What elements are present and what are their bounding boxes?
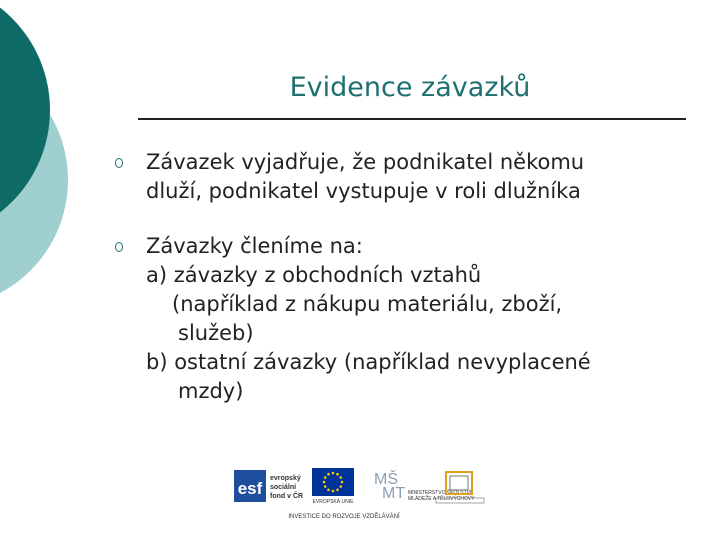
esf-text-line: fond v ČR bbox=[270, 493, 304, 500]
eu-star-icon bbox=[332, 490, 335, 493]
eu-star-icon bbox=[336, 473, 339, 476]
eu-star-icon bbox=[327, 488, 330, 491]
title-underline bbox=[138, 118, 686, 120]
bullet-line: Závazek vyjadřuje, že podnikatel někomu bbox=[146, 150, 585, 174]
eu-flag-logo bbox=[312, 468, 354, 505]
esf-text-line: evropský bbox=[270, 475, 301, 482]
svg-text:MŠ: MŠ bbox=[374, 471, 398, 488]
bullet-list bbox=[113, 148, 693, 406]
eu-star-icon bbox=[339, 476, 342, 479]
esf-logo bbox=[234, 470, 303, 502]
eu-star-icon bbox=[332, 472, 335, 475]
decorative-circles bbox=[0, 0, 120, 320]
eu-star-icon bbox=[324, 485, 327, 488]
footer-logos bbox=[232, 462, 492, 522]
bullet-item bbox=[113, 232, 693, 406]
bullet-line: dluží, podnikatel vystupuje v roli dlužníka bbox=[146, 179, 581, 203]
bullet-line: b) ostatní závazky (například nevyplacené bbox=[146, 350, 591, 374]
bullet-line: Závazky členíme na: bbox=[146, 234, 363, 258]
eu-star-icon bbox=[324, 476, 327, 479]
eu-caption: EVROPSKÁ UNIE bbox=[312, 499, 354, 505]
footer-tagline: INVESTICE DO ROZVOJE VZDĚLÁVÁNÍ bbox=[288, 514, 400, 520]
slide-title: Evidence závazků bbox=[289, 72, 531, 103]
eu-star-icon bbox=[339, 485, 342, 488]
bullet-item bbox=[113, 148, 693, 206]
eu-star-icon bbox=[323, 481, 326, 484]
bullet-circle-icon bbox=[115, 158, 123, 168]
bullet-line: služeb) bbox=[178, 321, 254, 345]
bullet-line: mzdy) bbox=[178, 379, 244, 403]
bullet-circle-icon bbox=[115, 242, 123, 252]
eu-star-icon bbox=[341, 481, 344, 484]
svg-text:MT: MT bbox=[382, 485, 406, 502]
msmt-text-line: MINISTERSTVO ŠKOLSTVÍ, bbox=[408, 490, 473, 496]
svg-text:esf: esf bbox=[237, 479, 263, 498]
eu-star-icon bbox=[327, 473, 330, 476]
msmt-text-line: MLÁDEŽE A TĚLOVÝCHOVY bbox=[408, 496, 475, 502]
bullet-line: a) závazky z obchodních vztahů bbox=[146, 263, 482, 287]
esf-text-line: sociální bbox=[270, 484, 297, 491]
bullet-line: (například z nákupu materiálu, zboží, bbox=[172, 292, 563, 316]
eu-star-icon bbox=[336, 488, 339, 491]
